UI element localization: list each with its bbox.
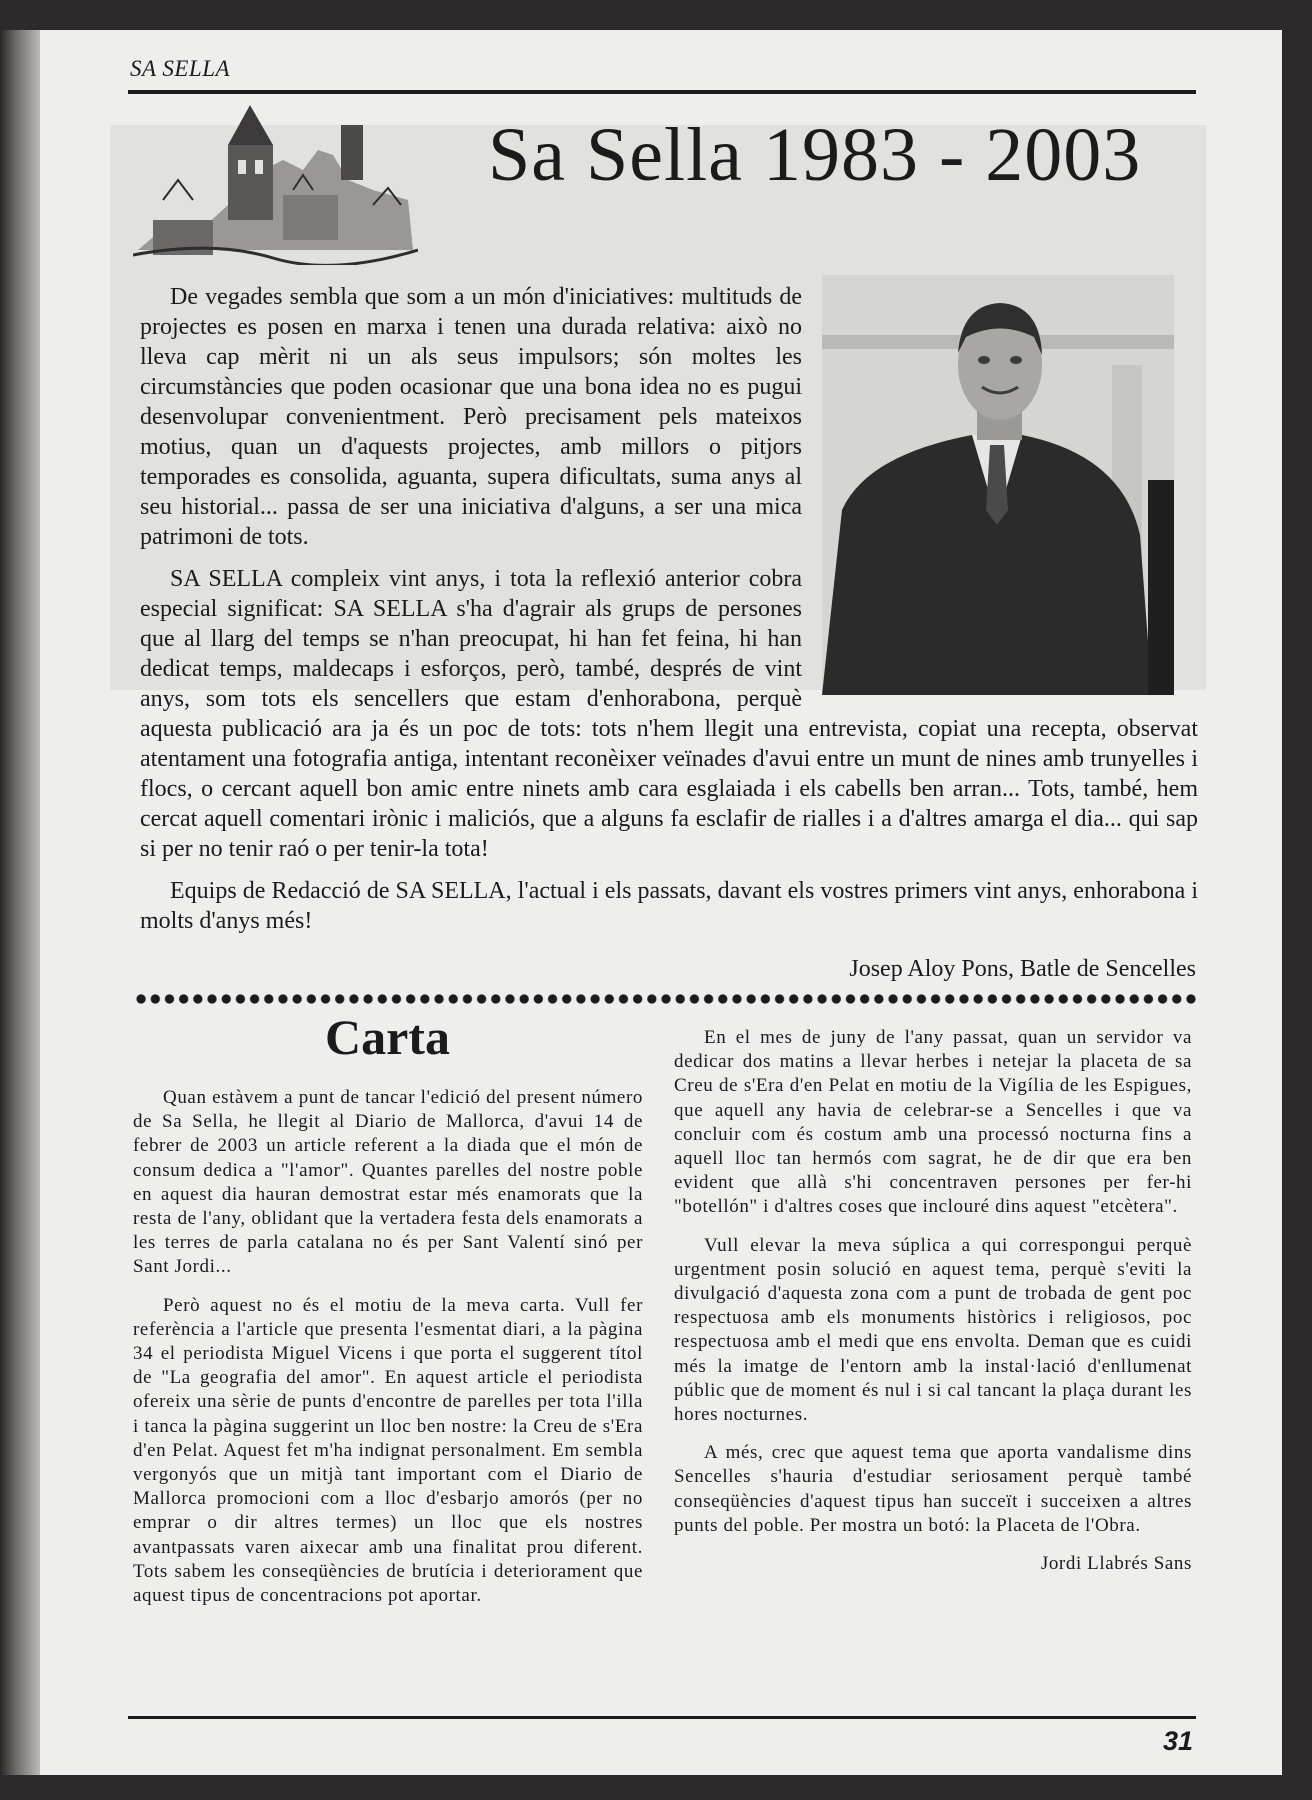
carta-left-column: [133, 1086, 643, 1622]
town-sketch-illustration: [133, 100, 418, 265]
carta-signature: Jordi Llabrés Sans: [1040, 1553, 1192, 1575]
carta-title: Carta: [325, 1009, 450, 1065]
article-title: Sa Sella 1983 - 2003: [488, 113, 1142, 197]
dotted-separator: [134, 993, 1200, 1005]
magazine-label: SA SELLA: [130, 56, 231, 81]
carta-paragraph: Quan estàvem a punt de tancar l'edició del present número de Sa Sella, he llegit al Diario de Mallorca, d'avui 14 de febrer de 2003 un article referent a la diada que el món de consum dedica a "l'amor". Quantes parelles del nostre poble en aquest dia hauran demostrat estar més enamorats que la resta de l'any, oblidant que la vertadera festa dels enamorats a les terres de parla catalana no és per Sant Valentí sinó per Sant Jordi...: [133, 1087, 643, 1278]
article-body: [140, 282, 1198, 948]
photo-spacer: [810, 282, 1198, 694]
header-rule: [128, 90, 1196, 94]
article-paragraph: De vegades sembla que som a un món d'iniciatives: multituds de projectes es posen en marxa i tenen una durada relativa: això no lleva cap mèrit ni un als seus impulsors; són moltes les circumstàncies que poden ocasionar que una bona idea no es pugui desenvolupar convenientment. Però precisament pels mateixos motius, quan un d'aquests projectes, amb millors o pitjors temporades es consolida, aguanta, supera dificultats, suma anys al seu historial... passa de ser una iniciativa d'alguns, a ser una mica patrimoni de tots.: [140, 284, 802, 550]
page-number: 31: [1163, 1726, 1194, 1756]
article-paragraph: Equips de Redacció de SA SELLA, l'actual i els passats, davant els vostres primers vint anys, enhorabona i molts d'anys més!: [140, 878, 1198, 934]
footer-rule: [128, 1716, 1196, 1719]
carta-paragraph: Vull elevar la meva súplica a qui correspongui perquè urgentment posin solució en aquest tema, perquè s'eviti la divulgació d'aquesta zona com a punt de trobada de gent poc respectuosa amb els monuments històrics i religiosos, poc respectuosa amb el medi que ens envolta. Deman que es cuidi més la imatge de l'entorn amb la instal·lació d'enllumenat públic que de moment és nul i si cal tancant la plaça durant les hores nocturnes.: [674, 1234, 1192, 1426]
magazine-spine: [0, 30, 40, 1775]
carta-paragraph: En el mes de juny de l'any passat, quan un servidor va dedicar dos matins a llevar herbes i netejar la placeta de sa Creu de s'Era d'en Pelat en motiu de la Vigília de les Espigues, que aquell any havia de celebrar-se a Sencelles i que va concluir com és costum amb una processó nocturna fins a aquell lloc tan hermós com sagrat, he de dir que era ben evident que allà s'hi concentraven persones per fer-hi "botellón" i d'altres coses que inclouré dins aquest "etcètera".: [674, 1027, 1192, 1218]
carta-paragraph: Però aquest no és el motiu de la meva carta. Vull fer referència a l'article que presenta l'esmentat diari, a la pàgina 34 el periodista Miguel Vicens i que porta el suggerent títol de "La geografia del amor". En aquest article el periodista ofereix una sèrie de punts d'encontre de parelles per tota l'illa i tanca la pàgina suggerint un lloc ben nostre: la Creu de s'Era d'en Pelat. Aquest fet m'ha indignat personalment. Em sembla vergonyós que un mitjà tant important com el Diario de Mallorca promocioni com a lloc d'esbarjo amorós (per no emprar o dir altres termes) un lloc que els nostres avantpassats varen aixecar amb una finalitat prou diferent. Tots sabem les conseqüències de brutícia i deteriorament que aquest tipus de concentracions pot aportar.: [133, 1294, 643, 1607]
carta-paragraph: A més, crec que aquest tema que aporta vandalisme dins Sencelles s'hauria d'estudiar seriosament perquè també conseqüències d'aquest tipus han succeït i succeixen a altres punts del poble. Per mostra un botó: la Placeta de l'Obra.: [674, 1442, 1192, 1536]
article-paragraph: SA SELLA compleix vint anys, i tota la reflexió anterior cobra especial significat: SA SELLA s'ha d'agrair als grups de persones que al llarg del temps se n'han preocupat, hi han fet feina, hi han dedicat temps, maldecaps i esforços, però, també, després de vint anys, som tots els sencellers que estam d'enhorabona, perquè aquesta publicació ara ja és un poc de tots: tots n'hem llegit una entrevista, copiat una recepta, observat atentament una fotografia antiga, intentant reconèixer veïnades d'avui entre un munt de nines amb trunyelles i flocs, o cercant aquell bon amic entre ninets amb cara esglaiada i els cabells ben arran... Tots, també, hem cercat aquell comentari irònic i maliciós, que a alguns fa esclafir de rialles i a d'altres amarga el dia... qui sap si per no tenir raó o per tenir-la tota!: [140, 566, 1198, 862]
carta-right-column: [674, 1026, 1192, 1576]
article-signature: Josep Aloy Pons, Batle de Sencelles: [849, 956, 1196, 982]
